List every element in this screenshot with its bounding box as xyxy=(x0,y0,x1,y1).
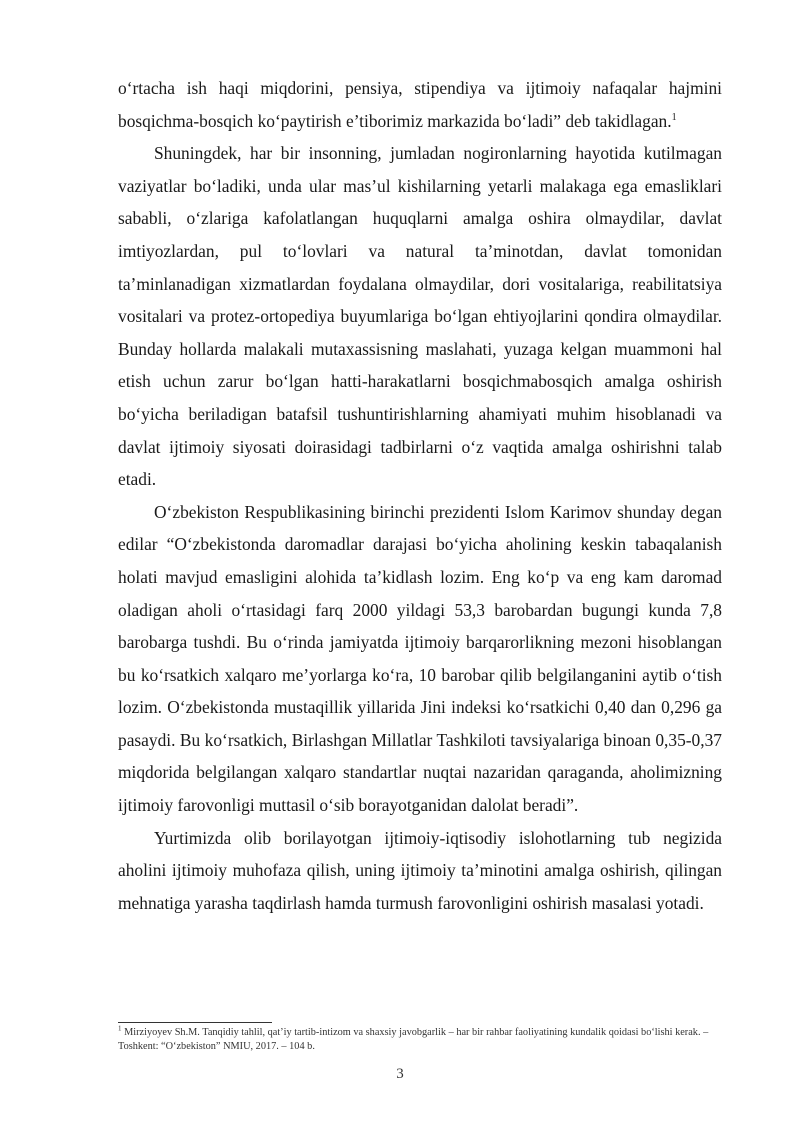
paragraph-4: Yurtimizda olib borilayotgan ijtimoiy-iqtisodiy islohotlarning tub negizida aholini ijtimoiy muhofaza qilish, uning ijtimoiy ta’minotini amalga oshirish, qilingan mehnatiga yarasha taqdirlash hamda turmush farovonligini oshirish masalasi yotadi. xyxy=(118,827,722,913)
footnote-separator xyxy=(118,1022,272,1023)
footnote xyxy=(118,1026,730,1054)
footnote-reference[interactable]: 1 xyxy=(671,111,677,123)
body-text xyxy=(118,72,722,919)
paragraph-1-text: o‘rtacha ish haqi miqdorini, pensiya, stipendiya va ijtimoiy nafaqalar hajmini bosqichma-bosqich ko‘paytirish e’tiborimiz markazida bo‘ladi” deb takidlagan. xyxy=(118,78,722,131)
footnote-marker: 1 xyxy=(118,1024,122,1033)
paragraph-2: Shuningdek, har bir insonning, jumladan nogironlarning hayotida kutilmagan vaziyatlar bo‘ladiki, unda ular mas’ul kishilarning yetarli malakaga ega emasliklari sababli, o‘zlariga kafolatlangan huquqlarni amalga oshira olmaydilar, davlat imtiyozlardan, pul to‘lovlari va natural ta’minotdan, davlat tomonidan ta’minlanadigan xizmatlardan foydalana olmaydilar, dori vositalariga, reabilitatsiya vositalari va protez-ortopediya buyumlariga bo‘lgan ehtiyojlarini qondira olmaydilar. Bunday hollarda malakali mutaxassisning maslahati, yuzaga kelgan muammoni hal etish uchun zarur bo‘lgan hatti-harakatlarni bosqichmabosqich amalga oshirish bo‘yicha beriladigan batafsil tushuntirishlarning ahamiyati muhim hisoblanadi va davlat ijtimoiy siyosati doirasidagi tadbirlarni o‘z vaqtida amalga oshirishni talab etadi. xyxy=(118,143,722,490)
paragraph-1 xyxy=(118,72,722,137)
page-number: 3 xyxy=(396,1066,404,1082)
footnote-text: Mirziyoyev Sh.M. Tanqidiy tahlil, qat’iy tartib-intizom va shaxsiy javobgarlik – har bir rahbar faoliyatining kundalik qoidasi bo‘lishi kerak. – Toshkent: “O‘zbekiston” NMIU, 2017. – 104 b. xyxy=(118,1027,709,1052)
paragraph-3: O‘zbekiston Respublikasining birinchi prezidenti Islom Karimov shunday degan edilar “O‘zbekistonda daromadlar darajasi bo‘yicha aholining keskin tabaqalanish holati mavjud emasligini alohida ta’kidlash lozim. Eng ko‘p va eng kam daromad oladigan aholi o‘rtasidagi farq 2000 yildagi 53,3 barobardan bugungi kunda 7,8 barobarga tushdi. Bu o‘rinda jamiyatda ijtimoiy barqarorlikning mezoni hisoblangan bu ko‘rsatkich xalqaro me’yorlarga ko‘ra, 10 barobar qilib belgilanganini aytib o‘tish lozim. O‘zbekistonda mustaqillik yillarida Jini indeksi ko‘rsatkichi 0,40 dan 0,296 ga pasaydi. Bu ko‘rsatkich, Birlashgan Millatlar Tashkiloti tavsiyalariga binoan 0,35-0,37 miqdorida belgilangan xalqaro standartlar nuqtai nazaridan qaraganda, aholimizning ijtimoiy farovonligi muttasil o‘sib borayotganidan dalolat beradi”. xyxy=(118,501,722,816)
